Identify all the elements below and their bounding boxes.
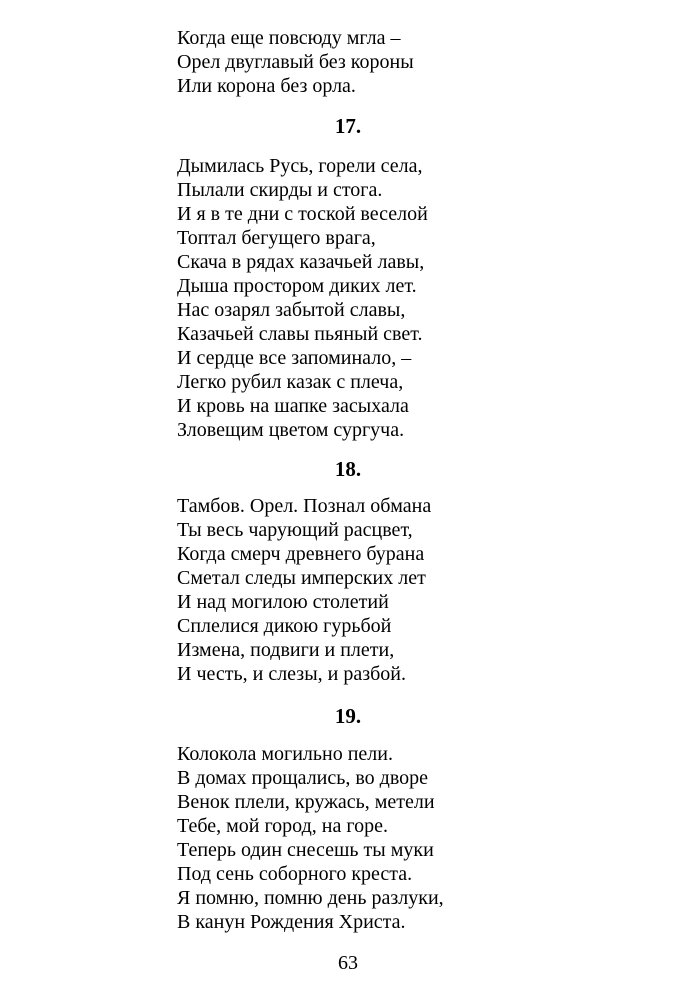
poem-line: Колокола могильно пели. <box>177 743 393 765</box>
poem-line: Теперь один снесешь ты муки <box>177 839 434 861</box>
poem-line: Пылали скирды и стога. <box>177 179 383 201</box>
poem-line: Дымилась Русь, горели села, <box>177 155 423 177</box>
poem-line: Казачьей славы пьяный свет. <box>177 323 423 345</box>
poem-line: Тамбов. Орел. Познал обмана <box>177 495 432 517</box>
poem-line: Когда смерч древнего бурана <box>177 543 425 565</box>
poem-line: И кровь на шапке засыхала <box>177 395 409 417</box>
poem-line: Тебе, мой город, на горе. <box>177 815 388 837</box>
stanza-17 <box>177 154 519 442</box>
poem-line: И честь, и слезы, и разбой. <box>177 663 406 685</box>
poem-line: Орел двуглавый без короны <box>177 51 414 73</box>
poem-line: Скача в рядах казачьей лавы, <box>177 251 425 273</box>
poem-line: Ты весь чарующий расцвет, <box>177 519 413 541</box>
poem-line: Нас озарял забытой славы, <box>177 299 406 321</box>
stanza-number-19: 19. <box>334 704 362 728</box>
poem-line: Или корона без орла. <box>177 75 356 97</box>
poem-line: И над могилою столетий <box>177 591 389 613</box>
poem-line: Сметал следы имперских лет <box>177 567 426 589</box>
poem-line: Легко рубил казак с плеча, <box>177 371 404 393</box>
poem-line: В канун Рождения Христа. <box>177 911 406 933</box>
stanza-19 <box>177 742 519 934</box>
poem-line: Когда еще повсюду мгла – <box>177 27 401 49</box>
poem-line: И сердце все запоминало, – <box>177 347 412 369</box>
stanza-number-18: 18. <box>334 457 362 481</box>
poem-line: Топтал бегущего врага, <box>177 227 376 249</box>
poem-line: И я в те дни с тоской веселой <box>177 203 428 225</box>
poem-line: Зловещим цветом сургуча. <box>177 419 405 441</box>
poem-line: Дыша простором диких лет. <box>177 275 417 297</box>
stanza-18 <box>177 494 519 686</box>
poem-line: Под сень соборного креста. <box>177 863 413 885</box>
poem-line: Венок плели, кружась, метели <box>177 791 435 813</box>
poem-line: В домах прощались, во дворе <box>177 767 429 789</box>
page-number: 63 <box>338 952 358 974</box>
stanza-number-17: 17. <box>334 114 362 138</box>
poem-column <box>177 0 519 975</box>
poem-line: Я помню, помню день разлуки, <box>177 887 444 909</box>
stanza-continuation <box>177 26 519 98</box>
poem-line: Сплелися дикою гурьбой <box>177 615 392 637</box>
poem-line: Измена, подвиги и плети, <box>177 639 395 661</box>
